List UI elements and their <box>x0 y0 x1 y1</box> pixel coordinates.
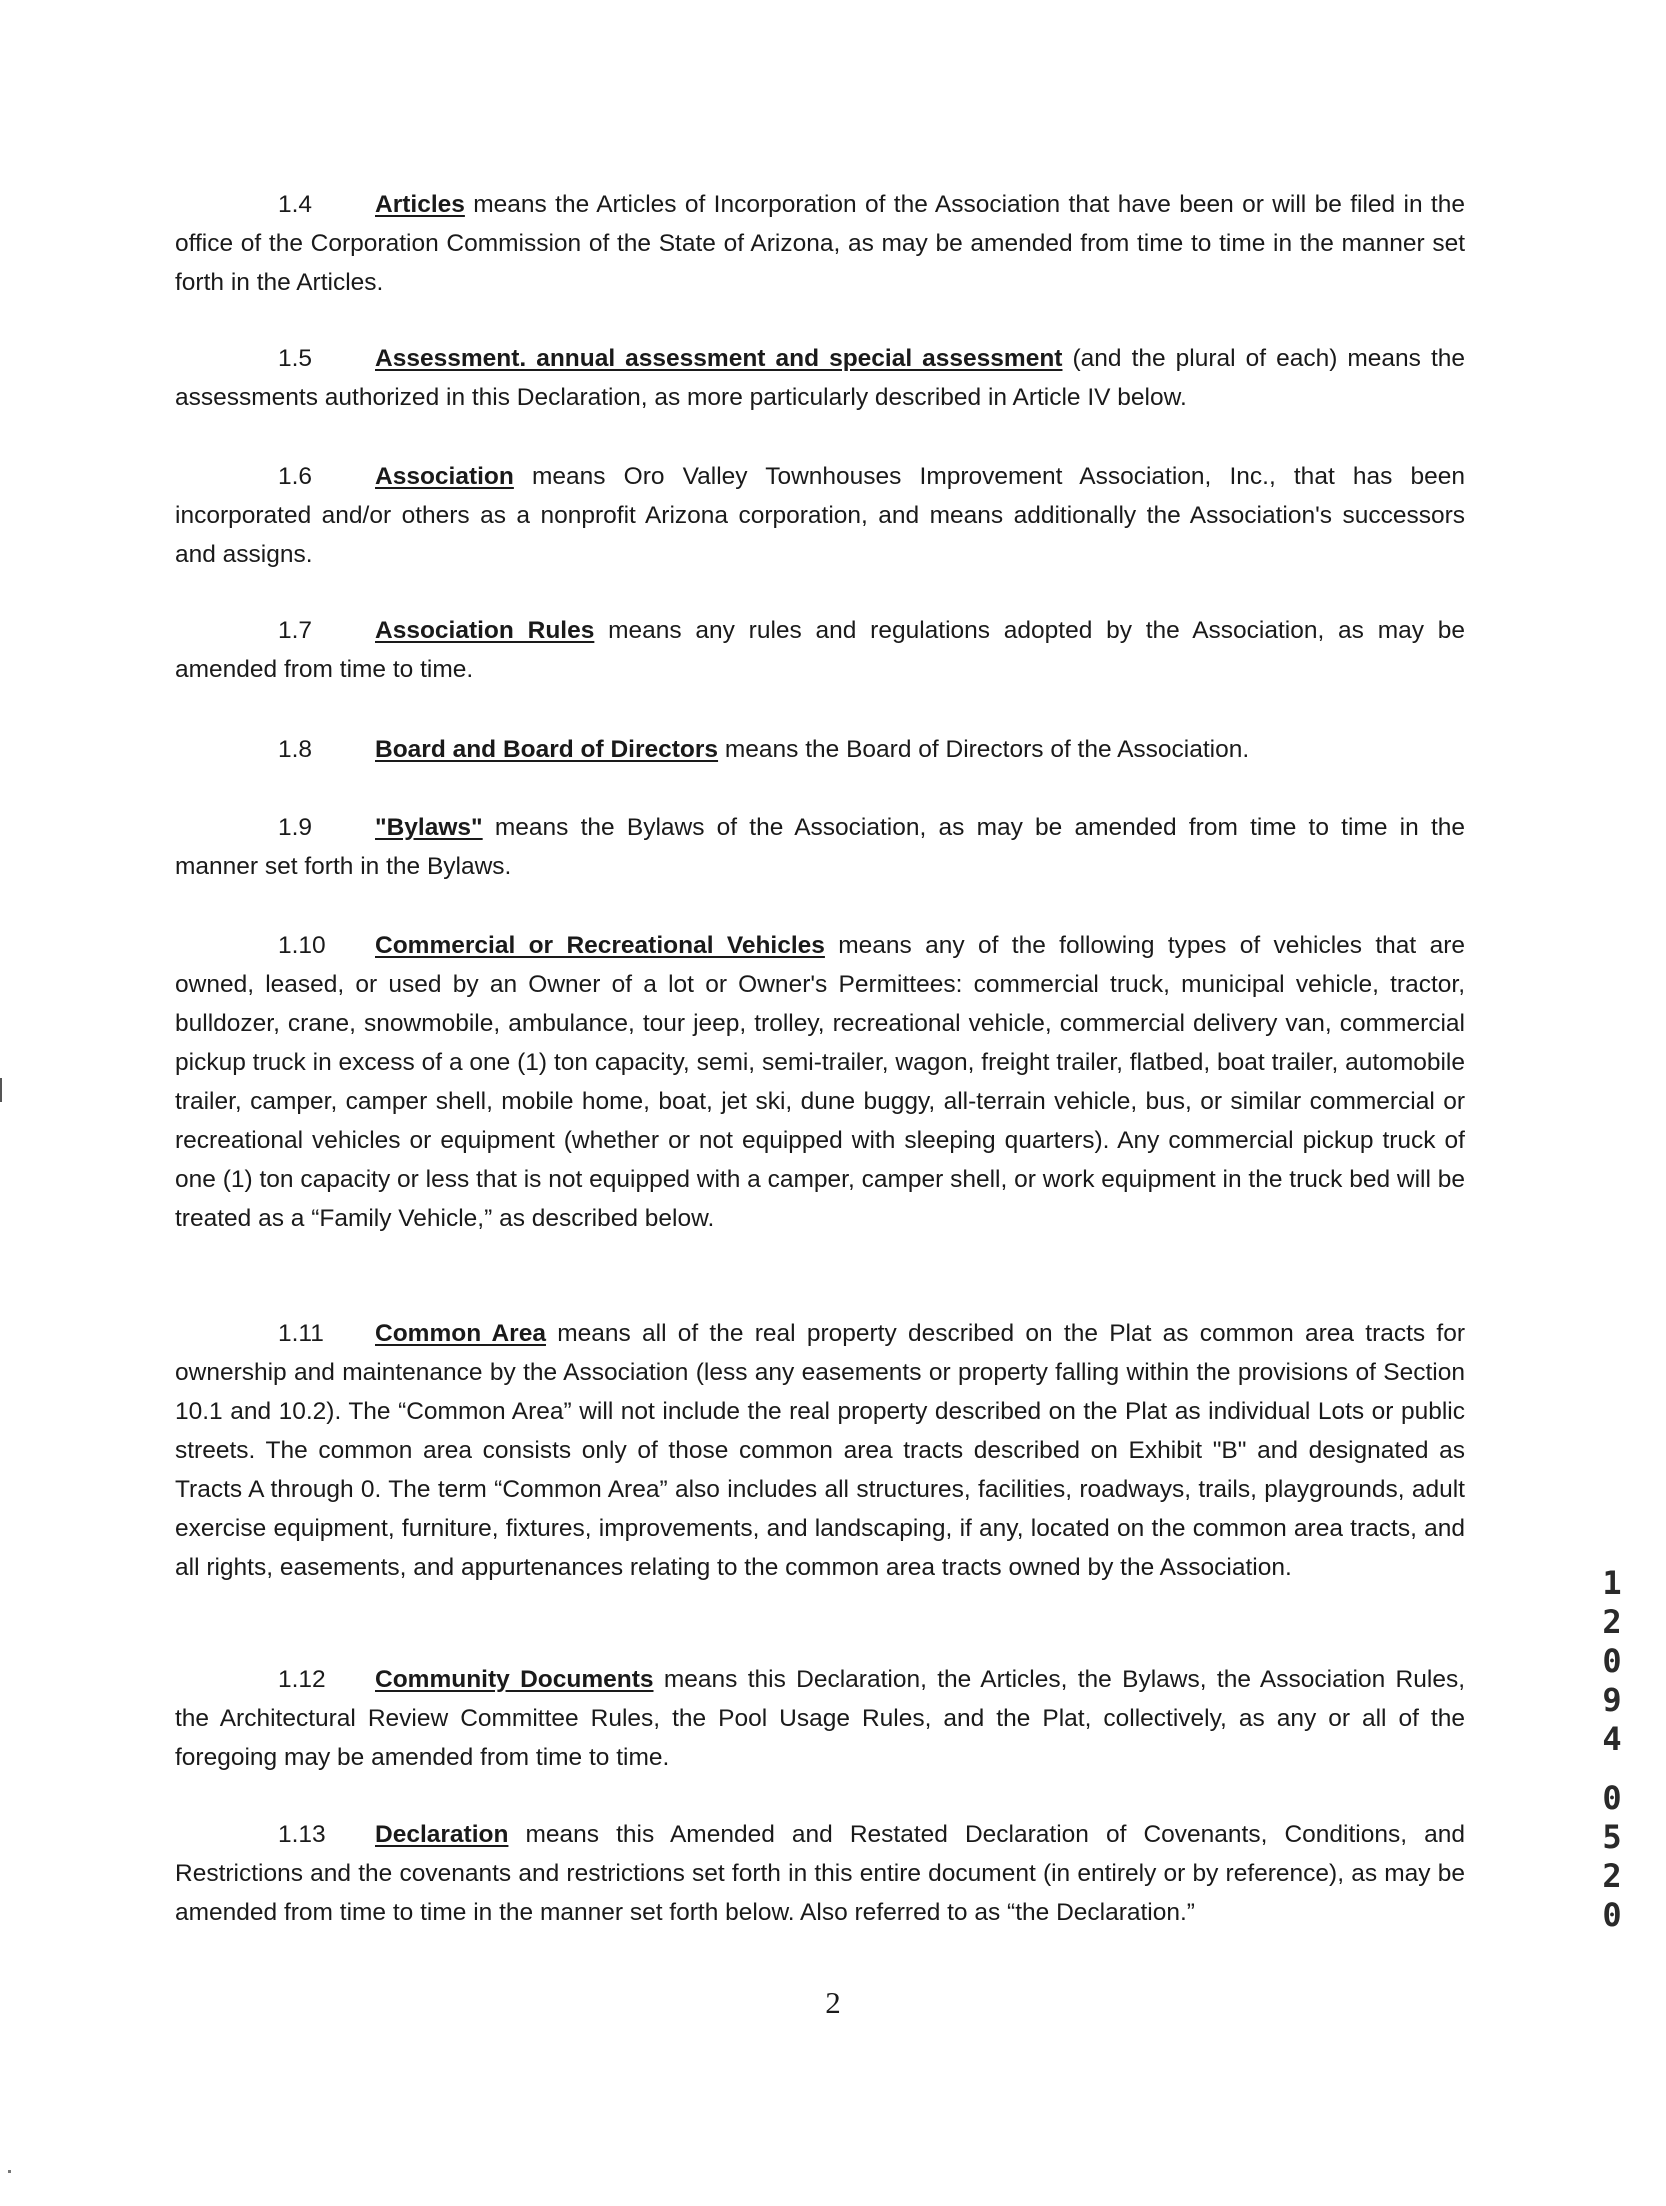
section-number: 1.12 <box>278 1666 326 1693</box>
stamp-digit: 2 <box>1602 1857 1622 1895</box>
definition-1-8 <box>175 730 1465 769</box>
definition-1-4 <box>175 185 1465 302</box>
defined-term: Common Area <box>375 1320 546 1347</box>
definition-text: (and the plural of each) means the assessments authorized in this Declaration, as more particularly described in Article IV below. <box>175 345 1466 411</box>
recording-stamp <box>1592 1564 1632 1935</box>
definition-1-12 <box>175 1660 1465 1777</box>
definition-1-11 <box>175 1314 1465 1587</box>
stamp-digit: 0 <box>1602 1642 1622 1680</box>
section-number: 1.11 <box>278 1320 324 1347</box>
section-number: 1.10 <box>278 932 326 959</box>
defined-term: Assessment. annual assessment and special assessment <box>375 345 1063 372</box>
defined-term: Board and Board of Directors <box>375 736 719 763</box>
page-number: 2 <box>825 1985 841 2020</box>
definition-text: means any rules and regulations adopted by the Association, as may be amended from time to time. <box>175 617 1465 683</box>
defined-term: Association Rules <box>375 617 595 644</box>
defined-term: Association <box>375 463 514 490</box>
definition-text: means the Board of Directors of the Association. <box>718 736 1250 763</box>
definition-text: means this Amended and Restated Declaration of Covenants, Conditions, and Restrictions and the covenants and restrictions set forth in this entire document (in entirely or by reference), as may be amended from time to time in the manner set forth below. Also referred to as “the Declaration.” <box>175 1821 1465 1926</box>
stamp-digit: 9 <box>1602 1681 1622 1719</box>
definition-text: means the Articles of Incorporation of the Association that have been or will be filed in the office of the Corporation Commission of the State of Arizona, as may be amended from time to time in the manner set forth in the Articles. <box>175 191 1465 296</box>
section-number: 1.6 <box>278 463 313 490</box>
stamp-digit: 5 <box>1602 1818 1622 1856</box>
definition-text: means this Declaration, the Articles, the Bylaws, the Association Rules, the Architectural Review Committee Rules, the Pool Usage Rules, and the Plat, collectively, as any or all of the foregoing may be amended from time to time. <box>175 1666 1465 1771</box>
scan-dot-mark <box>8 2170 11 2173</box>
scan-margin-mark <box>0 1078 2 1102</box>
stamp-digit: 0 <box>1602 1896 1622 1934</box>
stamp-digit: 2 <box>1602 1603 1622 1641</box>
section-number: 1.4 <box>278 191 313 218</box>
stamp-digit: 0 <box>1602 1779 1622 1817</box>
stamp-digit: 4 <box>1602 1720 1622 1758</box>
section-number: 1.5 <box>278 345 313 372</box>
definition-text: means Oro Valley Townhouses Improvement Association, Inc., that has been incorporated and/or others as a nonprofit Arizona corporation, and means additionally the Association's successors and assigns. <box>175 463 1465 568</box>
definition-text: means the Bylaws of the Association, as may be amended from time to time in the manner set forth in the Bylaws. <box>175 814 1465 880</box>
section-number: 1.7 <box>278 617 313 644</box>
section-number: 1.9 <box>278 814 313 841</box>
definition-text: means all of the real property described on the Plat as common area tracts for ownership and maintenance by the Association (less any easements or property falling within the provisions of Section 10.1 and 10.2). The “Common Area” will not include the real property described on the Plat as individual Lots or public streets. The common area consists only of those common area tracts described on Exhibit "B" and designated as Tracts A through 0. The term “Common Area” also includes all structures, facilities, roadways, trails, playgrounds, adult exercise equipment, furniture, fixtures, improvements, and landscaping, if any, located on the common area tracts, and all rights, easements, and appurtenances relating to the common area tracts owned by the Association. <box>175 1320 1465 1581</box>
definition-1-9 <box>175 808 1465 886</box>
defined-term: Community Documents <box>375 1666 654 1693</box>
definition-1-5 <box>175 339 1465 417</box>
defined-term: Declaration <box>375 1821 509 1848</box>
defined-term: Articles <box>375 191 465 218</box>
definition-1-7 <box>175 611 1465 689</box>
defined-term: "Bylaws" <box>375 814 483 841</box>
definition-1-6 <box>175 457 1465 574</box>
section-number: 1.8 <box>278 736 313 763</box>
definition-1-13 <box>175 1815 1465 1932</box>
stamp-gap <box>1592 1759 1632 1779</box>
section-number: 1.13 <box>278 1821 326 1848</box>
definition-text: means any of the following types of vehicles that are owned, leased, or used by an Owner of a lot or Owner's Permittees: commercial truck, municipal vehicle, tractor, bulldozer, crane, snowmobile, ambulance, tour jeep, trolley, recreational vehicle, commercial delivery van, commercial pickup truck in excess of a one (1) ton capacity, semi, semi-trailer, wagon, freight trailer, flatbed, boat trailer, automobile trailer, camper, camper shell, mobile home, boat, jet ski, dune buggy, all-terrain vehicle, bus, or similar commercial or recreational vehicles or equipment (whether or not equipped with sleeping quarters). Any commercial pickup truck of one (1) ton capacity or less that is not equipped with a camper, camper shell, or work equipment in the truck bed will be treated as a “Family Vehicle,” as described below. <box>175 932 1465 1232</box>
defined-term: Commercial or Recreational Vehicles <box>375 932 825 959</box>
stamp-digit: 1 <box>1602 1564 1622 1602</box>
definition-1-10 <box>175 926 1465 1238</box>
